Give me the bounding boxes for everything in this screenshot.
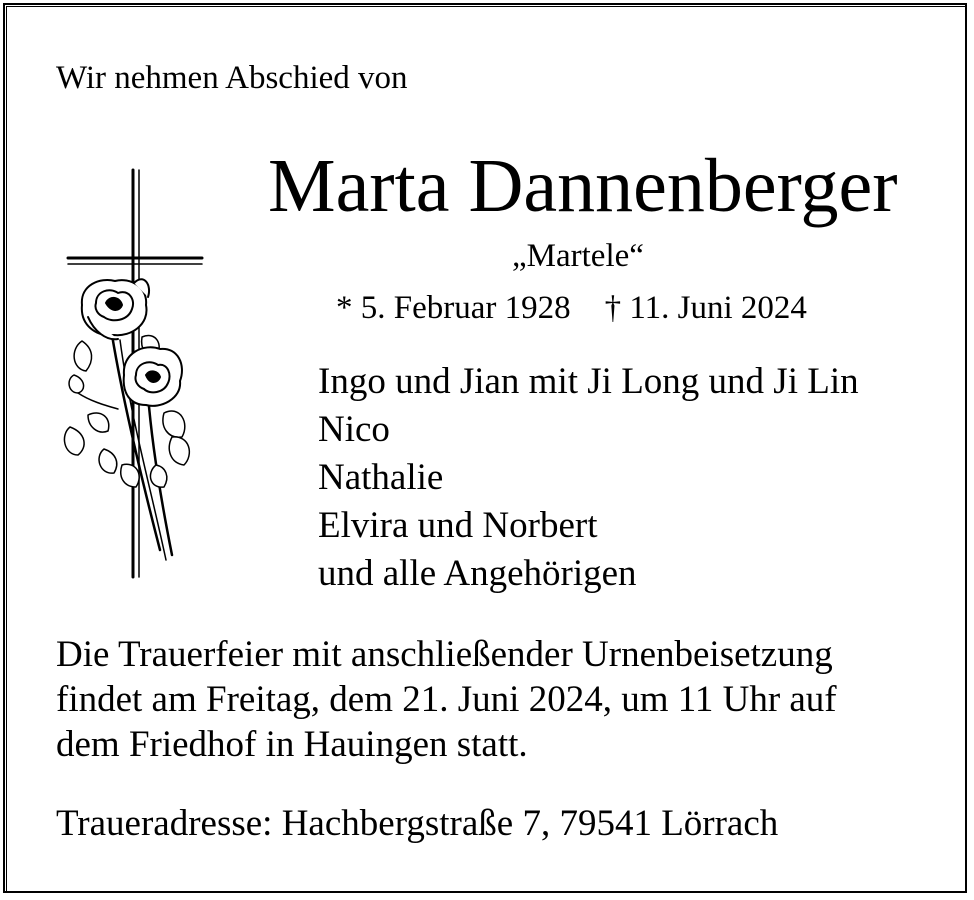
nickname: „Martele“ — [512, 238, 644, 274]
deceased-name: Marta Dannenberger — [268, 144, 898, 228]
list-item: Ingo und Jian mit Ji Long und Ji Lin — [318, 361, 859, 402]
ceremony-info — [56, 632, 837, 767]
mourning-address: Traueradresse: Hachbergstraße 7, 79541 Lörrach — [56, 803, 779, 844]
birth-date: * 5. Februar 1928 — [336, 290, 571, 326]
ceremony-line: findet am Freitag, dem 21. Juni 2024, um 11 Uhr auf — [56, 679, 837, 720]
list-item: Nathalie — [318, 457, 444, 498]
cross-with-roses-icon — [60, 165, 210, 585]
ceremony-line: dem Friedhof in Hauingen statt. — [56, 724, 528, 765]
survivors-list — [318, 358, 859, 598]
life-dates — [336, 286, 807, 330]
list-item: Nico — [318, 409, 390, 450]
ceremony-line: Die Trauerfeier mit anschließender Urnenbeisetzung — [56, 634, 833, 675]
intro-text: Wir nehmen Abschied von — [56, 60, 408, 96]
list-item: Elvira und Norbert — [318, 505, 598, 546]
list-item: und alle Angehörigen — [318, 553, 637, 594]
death-date: † 11. Juni 2024 — [604, 290, 807, 326]
